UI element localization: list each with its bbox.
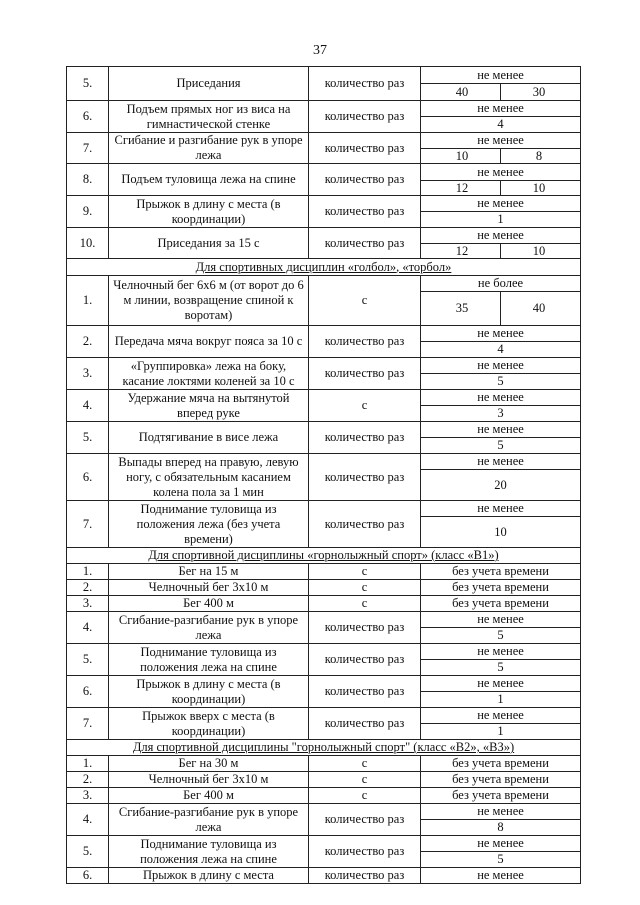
row-number: 1. <box>67 276 109 326</box>
unit: количество раз <box>309 67 421 101</box>
row-number: 9. <box>67 196 109 228</box>
row-number: 6. <box>67 868 109 884</box>
exercise-name: Поднимание туловища из положения лежа на спине <box>109 836 309 868</box>
norm-value: не менее <box>421 868 581 884</box>
unit: количество раз <box>309 612 421 644</box>
norm-values <box>421 84 581 101</box>
norm-values-split <box>424 244 577 258</box>
norm-values-split <box>424 181 577 195</box>
norm-condition: не менее <box>421 612 581 628</box>
table-row <box>67 133 581 149</box>
norm-condition: не менее <box>421 390 581 406</box>
norm-condition: не менее <box>421 804 581 820</box>
table-row <box>67 164 581 181</box>
norm-value: без учета времени <box>421 596 581 612</box>
table-row <box>67 836 581 852</box>
exercise-name: Сгибание-разгибание рук в упоре лежа <box>109 612 309 644</box>
exercise-name: Удержание мяча на вытянутой вперед руке <box>109 390 309 422</box>
norm-value: 4 <box>421 342 581 358</box>
norm-value: без учета времени <box>421 756 581 772</box>
norm-value: 5 <box>421 438 581 454</box>
exercise-name: Поднимание туловища из положения лежа на спине <box>109 644 309 676</box>
norm-value-boys: 40 <box>455 85 469 99</box>
table-row <box>67 868 581 884</box>
norm-condition: не менее <box>421 101 581 117</box>
unit: количество раз <box>309 868 421 884</box>
norm-value-boys: 35 <box>455 301 469 315</box>
table-row <box>67 326 581 342</box>
table-row <box>67 454 581 470</box>
table-row <box>67 580 581 596</box>
norm-value: 8 <box>421 820 581 836</box>
exercise-name: Прыжок в длину с места <box>109 868 309 884</box>
norm-value: без учета времени <box>421 772 581 788</box>
unit: количество раз <box>309 836 421 868</box>
norm-condition: не менее <box>421 644 581 660</box>
section-row <box>67 740 581 756</box>
norm-value: без учета времени <box>421 580 581 596</box>
norm-condition: не менее <box>421 164 581 181</box>
table-row <box>67 196 581 212</box>
row-number: 5. <box>67 422 109 454</box>
row-number: 8. <box>67 164 109 196</box>
unit: с <box>309 788 421 804</box>
unit: с <box>309 390 421 422</box>
row-number: 5. <box>67 836 109 868</box>
table-row <box>67 422 581 438</box>
unit: количество раз <box>309 422 421 454</box>
exercise-name: Приседания <box>109 67 309 101</box>
norm-value-boys: 12 <box>455 181 469 195</box>
exercise-name: Челночный бег 3x10 м <box>109 580 309 596</box>
row-number: 2. <box>67 326 109 358</box>
row-number: 4. <box>67 612 109 644</box>
unit: количество раз <box>309 644 421 676</box>
norm-value: 5 <box>421 852 581 868</box>
exercise-name: Передача мяча вокруг пояса за 10 с <box>109 326 309 358</box>
row-number: 1. <box>67 564 109 580</box>
table-row <box>67 67 581 84</box>
norm-values <box>421 181 581 196</box>
norm-values-split <box>424 84 577 100</box>
row-number: 2. <box>67 772 109 788</box>
norm-value: 1 <box>421 724 581 740</box>
norm-value-boys: 12 <box>455 244 469 258</box>
exercise-name: Челночный бег 6x6 м (от ворот до 6 м линии, возвращение спиной к воротам) <box>109 276 309 326</box>
table-row <box>67 564 581 580</box>
unit: с <box>309 772 421 788</box>
row-number: 7. <box>67 133 109 164</box>
unit: с <box>309 276 421 326</box>
exercise-name: Сгибание и разгибание рук в упоре лежа <box>109 133 309 164</box>
norm-value: 1 <box>421 692 581 708</box>
exercise-name: Подтягивание в висе лежа <box>109 422 309 454</box>
table-row <box>67 676 581 692</box>
unit: количество раз <box>309 708 421 740</box>
norm-value-girls: 10 <box>500 244 577 258</box>
table-row <box>67 390 581 406</box>
exercise-name: Поднимание туловища из положения лежа (без учета времени) <box>109 501 309 548</box>
table-row <box>67 101 581 117</box>
unit: количество раз <box>309 501 421 548</box>
norm-condition: не менее <box>421 67 581 84</box>
row-number: 2. <box>67 580 109 596</box>
exercise-name: Прыжок вверх с места (в координации) <box>109 708 309 740</box>
row-number: 4. <box>67 390 109 422</box>
norm-condition: не более <box>421 276 581 292</box>
norm-condition: не менее <box>421 422 581 438</box>
norm-values <box>421 149 581 164</box>
table-row <box>67 788 581 804</box>
exercise-name: Прыжок в длину с места (в координации) <box>109 196 309 228</box>
row-number: 6. <box>67 101 109 133</box>
section-title: Для спортивной дисциплины "горнолыжный спорт" (класс «В2», «ВЗ») <box>67 740 581 756</box>
exercise-name: Выпады вперед на правую, левую ногу, с обязательным касанием колена пола за 1 мин <box>109 454 309 501</box>
norm-condition: не менее <box>421 196 581 212</box>
row-number: 7. <box>67 708 109 740</box>
norm-value: 10 <box>421 517 581 548</box>
section-row <box>67 548 581 564</box>
exercise-name: Бег на 30 м <box>109 756 309 772</box>
norm-value: 20 <box>421 470 581 501</box>
table-row <box>67 804 581 820</box>
norm-condition: не менее <box>421 708 581 724</box>
row-number: 4. <box>67 804 109 836</box>
norm-value-girls: 8 <box>500 149 577 163</box>
unit: количество раз <box>309 133 421 164</box>
unit: с <box>309 580 421 596</box>
unit: количество раз <box>309 164 421 196</box>
row-number: 3. <box>67 358 109 390</box>
norm-condition: не менее <box>421 133 581 149</box>
exercise-name: Бег на 15 м <box>109 564 309 580</box>
exercise-name: Бег 400 м <box>109 788 309 804</box>
row-number: 6. <box>67 454 109 501</box>
exercise-name: Бег 400 м <box>109 596 309 612</box>
table-row <box>67 501 581 517</box>
exercise-name: Подъем туловища лежа на спине <box>109 164 309 196</box>
unit: с <box>309 756 421 772</box>
norm-condition: не менее <box>421 676 581 692</box>
unit: количество раз <box>309 228 421 259</box>
exercise-name: «Группировка» лежа на боку, касание локтями коленей за 10 с <box>109 358 309 390</box>
row-number: 6. <box>67 676 109 708</box>
norm-value: без учета времени <box>421 788 581 804</box>
unit: количество раз <box>309 454 421 501</box>
norm-values <box>421 292 581 326</box>
unit: количество раз <box>309 326 421 358</box>
norm-value: 3 <box>421 406 581 422</box>
norm-values <box>421 244 581 259</box>
norm-value-girls: 10 <box>500 181 577 195</box>
norm-condition: не менее <box>421 326 581 342</box>
norm-values-split <box>424 149 577 163</box>
norm-value-girls: 30 <box>500 84 577 100</box>
exercise-name: Подъем прямых ног из виса на гимнастической стенке <box>109 101 309 133</box>
norm-condition: не менее <box>421 358 581 374</box>
table-row <box>67 228 581 244</box>
table-row <box>67 596 581 612</box>
norm-condition: не менее <box>421 836 581 852</box>
norm-condition: не менее <box>421 501 581 517</box>
exercise-name: Челночный бег 3x10 м <box>109 772 309 788</box>
exercise-name: Прыжок в длину с места (в координации) <box>109 676 309 708</box>
norm-values-split <box>424 292 577 325</box>
norm-condition: не менее <box>421 454 581 470</box>
row-number: 7. <box>67 501 109 548</box>
table-row <box>67 772 581 788</box>
table-row <box>67 644 581 660</box>
unit: количество раз <box>309 196 421 228</box>
norm-value: без учета времени <box>421 564 581 580</box>
norm-value: 1 <box>421 212 581 228</box>
unit: с <box>309 564 421 580</box>
unit: количество раз <box>309 804 421 836</box>
norm-value: 4 <box>421 117 581 133</box>
table-row <box>67 708 581 724</box>
page-number: 37 <box>313 43 327 58</box>
exercise-name: Сгибание-разгибание рук в упоре лежа <box>109 804 309 836</box>
norm-value-boys: 10 <box>455 149 469 163</box>
unit: количество раз <box>309 358 421 390</box>
row-number: 5. <box>67 67 109 101</box>
row-number: 3. <box>67 596 109 612</box>
norm-value-girls: 40 <box>500 292 577 325</box>
row-number: 1. <box>67 756 109 772</box>
section-title: Для спортивных дисциплин «голбол», «торбол» <box>67 259 581 276</box>
unit: количество раз <box>309 101 421 133</box>
table-row <box>67 756 581 772</box>
table-row <box>67 276 581 292</box>
standards-table <box>66 66 581 884</box>
unit: с <box>309 596 421 612</box>
norm-condition: не менее <box>421 228 581 244</box>
norm-value: 5 <box>421 374 581 390</box>
table-row <box>67 612 581 628</box>
section-row <box>67 259 581 276</box>
norm-value: 5 <box>421 660 581 676</box>
section-title: Для спортивной дисциплины «горнолыжный спорт» (класс «В1») <box>67 548 581 564</box>
row-number: 10. <box>67 228 109 259</box>
unit: количество раз <box>309 676 421 708</box>
row-number: 5. <box>67 644 109 676</box>
exercise-name: Приседания за 15 с <box>109 228 309 259</box>
norm-value: 5 <box>421 628 581 644</box>
row-number: 3. <box>67 788 109 804</box>
table-row <box>67 358 581 374</box>
